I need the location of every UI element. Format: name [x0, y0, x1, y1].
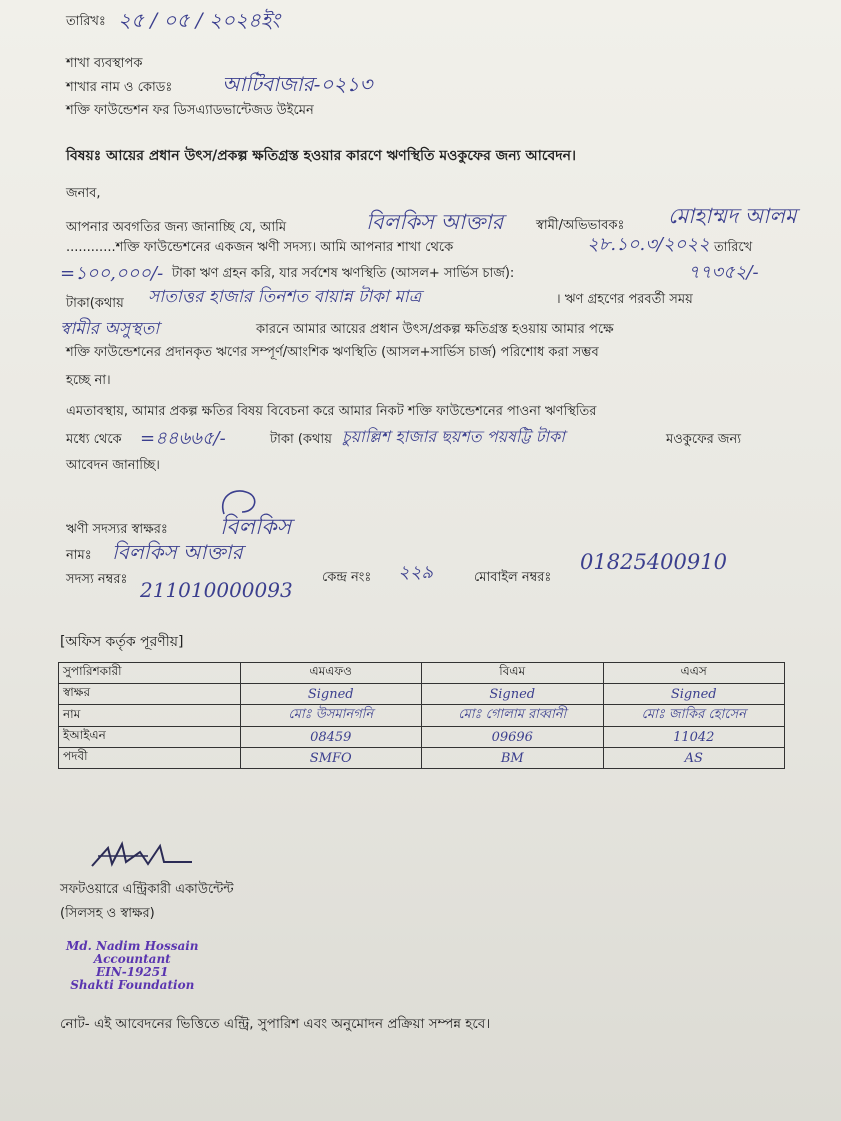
table-cell: মোঃ উসমানগনি	[240, 705, 422, 727]
body-text: এমতাবস্থায়, আমার প্রকল্প ক্ষতির বিষয় বিবেচনা করে আমার নিকট শক্তি ফাউন্ডেশনের পাওনা ঋণস্থিতির	[66, 404, 597, 419]
seal-title: Accountant	[93, 952, 171, 966]
center-label: কেন্দ্র নংঃ	[322, 570, 372, 585]
accountant-line2: (সিলসহ ও স্বাক্ষর)	[60, 906, 155, 921]
member-name: বিলকিস আক্তার	[112, 540, 243, 564]
org-name: শক্তি ফাউন্ডেশন ফর ডিসএ্যাডভান্টেজড উইমেন	[66, 103, 314, 118]
table-row	[59, 748, 785, 769]
table-cell: AS	[603, 748, 785, 769]
salutation: জনাব,	[66, 186, 101, 201]
loan-date-handwritten: ২৮.১০.৩/২০২২	[587, 234, 710, 255]
body-text: আবেদন জানাচ্ছি।	[66, 458, 160, 473]
body-text: ............শক্তি ফাউন্ডেশনের একজন ঋণী সদস্য। আমি আপনার শাখা থেকে	[66, 240, 454, 255]
row-label: স্বাক্ষর	[59, 684, 241, 705]
outstanding-handwritten: ৭৭৩৫২/-	[688, 262, 759, 283]
table-cell: 09696	[422, 727, 604, 748]
manager-label: শাখা ব্যবস্থাপক	[66, 56, 143, 71]
outstanding-words-handwritten: সাতাত্তর হাজার তিনশত বায়ান্ন টাকা মাত্র	[148, 287, 422, 307]
center-number: ২২৯	[398, 562, 434, 583]
accountant-signature	[88, 838, 198, 872]
seal-ein: EIN-19251	[96, 965, 169, 979]
member-number-label: সদস্য নম্বরঃ	[66, 572, 128, 587]
signature-cell: Signed	[422, 684, 604, 705]
body-text: তারিখে	[714, 240, 753, 255]
body-text: আপনার অবগতির জন্য জানাচ্ছি যে, আমি	[66, 220, 287, 235]
body-text: । ঋণ গ্রহণের পরবর্তী সময়	[556, 292, 693, 307]
signature-cell: Signed	[603, 684, 785, 705]
body-text: মওকুফের জন্য	[666, 432, 742, 447]
row-label: ইআইএন	[59, 727, 241, 748]
seal-org: Shakti Foundation	[70, 978, 195, 992]
office-table	[58, 662, 785, 769]
table-cell: 11042	[603, 727, 785, 748]
loan-amount-handwritten: =১০০,০০০/-	[60, 263, 164, 284]
row-label: নাম	[59, 705, 241, 727]
table-cell: মোঃ গোলাম রাব্বানী	[422, 705, 604, 727]
body-text: টাকা (কথায়	[270, 432, 332, 447]
branch-value: আটিবাজার-০২১৩	[222, 72, 373, 96]
table-cell: SMFO	[240, 748, 422, 769]
member-signature-label: ঋণী সদস্যর স্বাক্ষরঃ	[66, 522, 168, 537]
body-text: হচ্ছে না।	[66, 373, 111, 388]
waiver-words-handwritten: চুয়াল্লিশ হাজার ছয়শত পয়ষট্টি টাকা	[342, 427, 565, 446]
body-text: মধ্যে থেকে	[66, 432, 122, 447]
body-text: স্বামী/অভিভাবকঃ	[536, 218, 625, 233]
office-section-title: [অফিস কর্তৃক পূরণীয়]	[60, 634, 184, 650]
table-cell: 08459	[240, 727, 422, 748]
seal-name: Md. Nadim Hossain	[66, 939, 199, 953]
signature-loop-mark	[216, 486, 266, 516]
date-value: ২৫ / ০৫ / ২০২৪ইং	[118, 8, 280, 32]
guardian-handwritten: মোহাম্মদ আলম	[668, 204, 797, 228]
row-label: পদবী	[59, 748, 241, 769]
member-number: 211010000093	[140, 578, 293, 602]
mobile-number: 01825400910	[580, 550, 727, 574]
table-header-cell: বিএম	[422, 663, 604, 684]
date-label: তারিখঃ	[66, 14, 106, 29]
table-row	[59, 705, 785, 727]
borrower-name-handwritten: বিলকিস আক্তার	[366, 210, 504, 234]
table-header-cell: এএস	[603, 663, 785, 684]
member-signature: বিলকিস	[220, 515, 292, 540]
body-text: টাকা ঋণ গ্রহন করি, যার সর্বশেষ ঋণস্থিতি (আসল+ সার্ভিস চার্জ):	[172, 266, 515, 281]
signature-cell: Signed	[240, 684, 422, 705]
member-name-label: নামঃ	[66, 548, 92, 563]
table-row	[59, 684, 785, 705]
table-cell: মোঃ জাকির হোসেন	[603, 705, 785, 727]
waiver-amount-handwritten: =৪৪৬৬৫/-	[140, 428, 226, 449]
body-text: শক্তি ফাউন্ডেশনের প্রদানকৃত ঋণের সম্পূর্ণ/আংশিক ঋণস্থিতি (আসল+সার্ভিস চার্জ) পরিশোধ করা সম্ভব	[66, 345, 599, 360]
table-header-cell: এমএফও	[240, 663, 422, 684]
mobile-label: মোবাইল নম্বরঃ	[474, 570, 552, 585]
branch-label: শাখার নাম ও কোডঃ	[66, 80, 173, 95]
table-header-cell: সুপারিশকারী	[59, 663, 241, 684]
accountant-line1: সফটওয়ারে এন্ট্রিকারী একাউন্টেন্ট	[60, 882, 234, 897]
footer-note: নোট- এই আবেদনের ভিত্তিতে এন্ট্রি, সুপারিশ এবং অনুমোদন প্রক্রিয়া সম্পন্ন হবে।	[60, 1016, 491, 1032]
reason-handwritten: স্বামীর অসুস্থতা	[60, 319, 160, 339]
body-text: টাকা(কথায়	[66, 296, 124, 311]
table-header-row	[59, 663, 785, 684]
body-text: কারনে আমার আয়ের প্রধান উৎস/প্রকল্প ক্ষতিগ্রস্ত হওয়ায় আমার পক্ষে	[256, 322, 614, 337]
table-row	[59, 727, 785, 748]
table-cell: BM	[422, 748, 604, 769]
accountant-seal	[66, 940, 199, 992]
subject-line: বিষয়ঃ আয়ের প্রধান উৎস/প্রকল্প ক্ষতিগ্রস্ত হওয়ার কারণে ঋণস্থিতি মওকুফের জন্য আবেদন।	[66, 148, 576, 164]
